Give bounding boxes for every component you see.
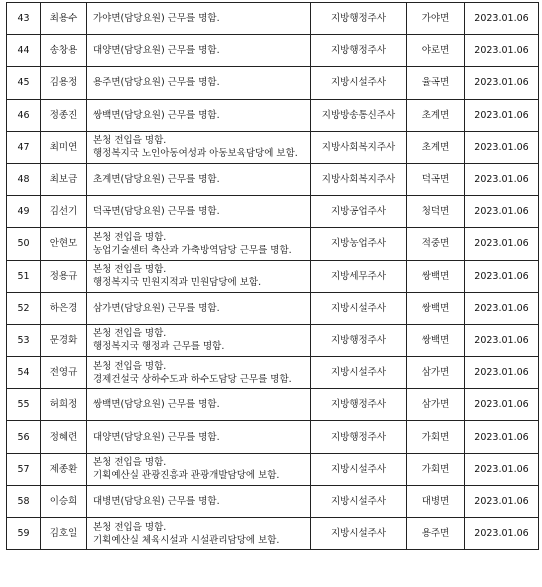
job-rank: 지방시설주사 [311, 485, 407, 517]
appointment-content [87, 196, 311, 228]
previous-post: 대병면 [407, 485, 465, 517]
previous-post: 쌍백면 [407, 324, 465, 356]
appointment-content [87, 228, 311, 260]
appointment-content [87, 324, 311, 356]
employee-name: 최용수 [41, 3, 87, 35]
appointment-date: 2023.01.06 [465, 3, 539, 35]
appointment-date: 2023.01.06 [465, 163, 539, 195]
appointment-date: 2023.01.06 [465, 324, 539, 356]
table-row [7, 131, 539, 163]
appointment-content-line: 본청 전입을 명함. [93, 457, 167, 469]
appointment-date: 2023.01.06 [465, 67, 539, 99]
job-rank: 지방행정주사 [311, 35, 407, 67]
employee-name: 정종진 [41, 99, 87, 131]
employee-name: 제종환 [41, 453, 87, 485]
appointment-date: 2023.01.06 [465, 260, 539, 292]
employee-name: 전영규 [41, 357, 87, 389]
row-number: 59 [7, 518, 41, 550]
appointment-content-line: 본청 전입을 명함. [93, 231, 167, 243]
table-row [7, 421, 539, 453]
job-rank: 지방공업주사 [311, 196, 407, 228]
row-number: 44 [7, 35, 41, 67]
row-number: 57 [7, 453, 41, 485]
job-rank: 지방시설주사 [311, 67, 407, 99]
table-row [7, 99, 539, 131]
job-rank: 지방사회복지주사 [311, 131, 407, 163]
row-number: 52 [7, 292, 41, 324]
appointment-content [87, 485, 311, 517]
previous-post: 가야면 [407, 3, 465, 35]
appointment-content [87, 35, 311, 67]
employee-name: 정용규 [41, 260, 87, 292]
row-number: 50 [7, 228, 41, 260]
appointment-content-line: 본청 전입을 명함. [93, 521, 167, 533]
appointment-date: 2023.01.06 [465, 485, 539, 517]
row-number: 58 [7, 485, 41, 517]
job-rank: 지방행정주사 [311, 3, 407, 35]
job-rank: 지방행정주사 [311, 389, 407, 421]
appointment-content-line: 기획예산실 관광진흥과 관광개발담당에 보함. [93, 470, 280, 482]
table-row [7, 518, 539, 550]
table-row [7, 292, 539, 324]
table-row [7, 228, 539, 260]
appointment-date: 2023.01.06 [465, 421, 539, 453]
appointment-content-line: 삼가면(담당요원) 근무를 명함. [93, 302, 220, 314]
job-rank: 지방농업주사 [311, 228, 407, 260]
row-number: 46 [7, 99, 41, 131]
employee-name: 김용정 [41, 67, 87, 99]
previous-post: 청덕면 [407, 196, 465, 228]
employee-name: 김선기 [41, 196, 87, 228]
appointment-table [6, 2, 539, 550]
table-row [7, 389, 539, 421]
previous-post: 삼가면 [407, 357, 465, 389]
appointment-content [87, 260, 311, 292]
job-rank: 지방방송통신주사 [311, 99, 407, 131]
employee-name: 정혜련 [41, 421, 87, 453]
table-row [7, 163, 539, 195]
appointment-date: 2023.01.06 [465, 35, 539, 67]
previous-post: 덕곡면 [407, 163, 465, 195]
previous-post: 초계면 [407, 99, 465, 131]
appointment-date: 2023.01.06 [465, 99, 539, 131]
row-number: 53 [7, 324, 41, 356]
appointment-content-line: 대양면(담당요원) 근무를 명함. [93, 45, 220, 57]
job-rank: 지방시설주사 [311, 292, 407, 324]
appointment-content [87, 421, 311, 453]
appointment-table-body [7, 3, 539, 550]
appointment-content [87, 99, 311, 131]
appointment-date: 2023.01.06 [465, 131, 539, 163]
table-row [7, 324, 539, 356]
job-rank: 지방시설주사 [311, 357, 407, 389]
previous-post: 가회면 [407, 421, 465, 453]
appointment-content-line: 농업기술센터 축산과 가축방역담당 근무를 명함. [93, 244, 292, 256]
appointment-date: 2023.01.06 [465, 357, 539, 389]
appointment-table-container [6, 2, 538, 550]
appointment-content [87, 67, 311, 99]
row-number: 56 [7, 421, 41, 453]
employee-name: 최미연 [41, 131, 87, 163]
employee-name: 이승희 [41, 485, 87, 517]
job-rank: 지방행정주사 [311, 421, 407, 453]
appointment-content-line: 본청 전입을 명함. [93, 135, 167, 147]
appointment-content [87, 163, 311, 195]
appointment-content-line: 행정복지국 행정과 근무를 명함. [93, 341, 225, 353]
table-row [7, 260, 539, 292]
appointment-content [87, 292, 311, 324]
appointment-content-line: 본청 전입을 명함. [93, 264, 167, 276]
appointment-content-line: 기획예산실 체육시설과 시설관리담당에 보함. [93, 534, 280, 546]
table-row [7, 67, 539, 99]
appointment-date: 2023.01.06 [465, 389, 539, 421]
row-number: 45 [7, 67, 41, 99]
appointment-content [87, 131, 311, 163]
employee-name: 김호일 [41, 518, 87, 550]
job-rank: 지방세무주사 [311, 260, 407, 292]
previous-post: 삼가면 [407, 389, 465, 421]
appointment-content-line: 초계면(담당요원) 근무를 명함. [93, 174, 220, 186]
row-number: 55 [7, 389, 41, 421]
appointment-content-line: 대병면(담당요원) 근무를 명함. [93, 495, 220, 507]
appointment-date: 2023.01.06 [465, 228, 539, 260]
employee-name: 송창용 [41, 35, 87, 67]
row-number: 47 [7, 131, 41, 163]
previous-post: 용주면 [407, 518, 465, 550]
employee-name: 최보금 [41, 163, 87, 195]
previous-post: 쌍백면 [407, 292, 465, 324]
job-rank: 지방행정주사 [311, 324, 407, 356]
previous-post: 초계면 [407, 131, 465, 163]
employee-name: 허희정 [41, 389, 87, 421]
appointment-content [87, 389, 311, 421]
appointment-content [87, 357, 311, 389]
table-row [7, 196, 539, 228]
job-rank: 지방시설주사 [311, 453, 407, 485]
table-row [7, 485, 539, 517]
appointment-content-line: 행정복지국 노인아동여성과 아동보육담당에 보함. [93, 148, 298, 160]
previous-post: 야로면 [407, 35, 465, 67]
appointment-content-line: 행정복지국 민원지적과 민원담당에 보함. [93, 277, 262, 289]
table-row [7, 35, 539, 67]
appointment-date: 2023.01.06 [465, 453, 539, 485]
appointment-content [87, 518, 311, 550]
appointment-content [87, 3, 311, 35]
row-number: 54 [7, 357, 41, 389]
appointment-content-line: 쌍백면(담당요원) 근무를 명함. [93, 399, 220, 411]
employee-name: 안현모 [41, 228, 87, 260]
row-number: 49 [7, 196, 41, 228]
appointment-content-line: 본청 전입을 명함. [93, 328, 167, 340]
job-rank: 지방사회복지주사 [311, 163, 407, 195]
appointment-content-line: 본청 전입을 명함. [93, 360, 167, 372]
table-row [7, 3, 539, 35]
appointment-content-line: 가야면(담당요원) 근무를 명함. [93, 13, 220, 25]
appointment-content-line: 용주면(담당요원) 근무를 명함. [93, 77, 220, 89]
row-number: 48 [7, 163, 41, 195]
employee-name: 하은경 [41, 292, 87, 324]
previous-post: 적중면 [407, 228, 465, 260]
appointment-content-line: 쌍백면(담당요원) 근무를 명함. [93, 109, 220, 121]
appointment-date: 2023.01.06 [465, 196, 539, 228]
previous-post: 가회면 [407, 453, 465, 485]
table-row [7, 453, 539, 485]
employee-name: 문경화 [41, 324, 87, 356]
previous-post: 율곡면 [407, 67, 465, 99]
appointment-content-line: 경제건설국 상하수도과 하수도담당 근무를 명함. [93, 373, 292, 385]
row-number: 43 [7, 3, 41, 35]
appointment-content [87, 453, 311, 485]
previous-post: 쌍백면 [407, 260, 465, 292]
row-number: 51 [7, 260, 41, 292]
table-row [7, 357, 539, 389]
appointment-date: 2023.01.06 [465, 518, 539, 550]
appointment-content-line: 대양면(담당요원) 근무를 명함. [93, 431, 220, 443]
appointment-date: 2023.01.06 [465, 292, 539, 324]
job-rank: 지방시설주사 [311, 518, 407, 550]
appointment-content-line: 덕곡면(담당요원) 근무를 명함. [93, 206, 220, 218]
